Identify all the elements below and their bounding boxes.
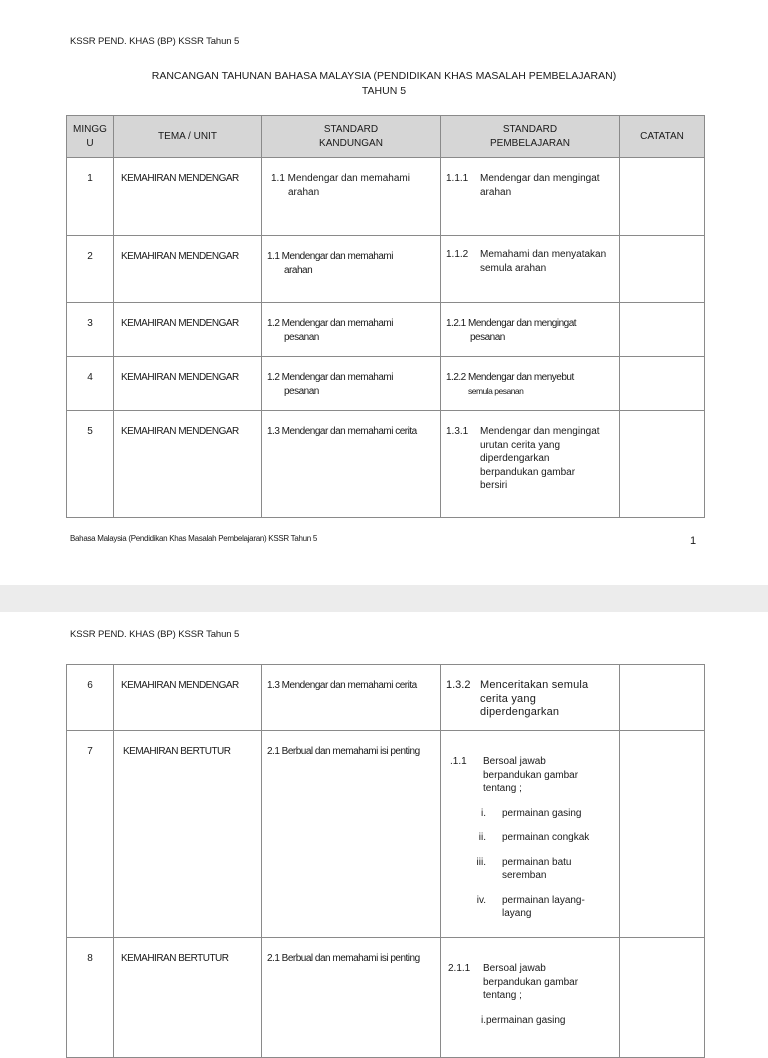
catatan-cell — [620, 665, 705, 731]
column-header-catatan: CATATAN — [620, 116, 705, 158]
list-item: iv. permainan layang- layang — [476, 894, 585, 919]
plan-table-page-2 — [66, 664, 705, 1058]
table-row — [67, 303, 705, 357]
table-header-row — [67, 116, 705, 158]
catatan-cell — [620, 236, 705, 303]
column-header-minggu: MINGG U — [67, 116, 114, 158]
week-number: 5 — [67, 411, 114, 518]
week-number: 2 — [67, 236, 114, 303]
standard-pembelajaran-cell: 1.3.2 Menceritakan semula cerita yang diperdengarkan — [441, 665, 620, 731]
table-row — [67, 665, 705, 731]
week-number: 8 — [67, 938, 114, 1058]
column-header-tema: TEMA / UNIT — [114, 116, 262, 158]
catatan-cell — [620, 731, 705, 938]
theme-cell: KEMAHIRAN BERTUTUR — [114, 731, 262, 938]
column-header-standard-kandungan: STANDARD KANDUNGAN — [262, 116, 441, 158]
document-subtitle: TAHUN 5 — [361, 85, 407, 97]
standard-kandungan-cell: 1.1 Mendengar dan memahami arahan — [262, 158, 441, 236]
table-row — [67, 236, 705, 303]
catatan-cell — [620, 938, 705, 1058]
standard-pembelajaran-cell: 1.3.1 Mendengar dan mengingat urutan cerita yang diperdengarkan berpandukan gambar bersiri — [441, 411, 620, 518]
standard-kandungan-cell: 1.2 Mendengar dan memahami pesanan — [262, 303, 441, 357]
catatan-cell — [620, 411, 705, 518]
table-row — [67, 411, 705, 518]
week-number: 1 — [67, 158, 114, 236]
page-number: 1 — [690, 535, 697, 547]
catatan-cell — [620, 357, 705, 411]
table-row — [67, 731, 705, 938]
theme-cell: KEMAHIRAN MENDENGAR — [114, 158, 262, 236]
list-item: i.permainan gasing — [481, 1014, 566, 1026]
standard-pembelajaran-cell: .1.1 Bersoal jawab berpandukan gambar tentang ; i. permainan gasing ii. permainan congkak iii. permainan batu seremban iv. permainan layang- layang — [441, 731, 620, 938]
standard-kandungan-cell: 1.3 Mendengar dan memahami cerita — [262, 665, 441, 731]
theme-cell: KEMAHIRAN BERTUTUR — [114, 938, 262, 1058]
list-item: ii. permainan congkak — [478, 832, 590, 843]
standard-kandungan-cell: 2.1 Berbual dan memahami isi penting — [262, 731, 441, 938]
page-separator — [0, 585, 768, 612]
table-row — [67, 938, 705, 1058]
table-row — [67, 158, 705, 236]
standard-pembelajaran-cell: 1.1.2 Memahami dan menyatakan semula arahan — [441, 236, 620, 303]
catatan-cell — [620, 158, 705, 236]
standard-pembelajaran-cell: 2.1.1 Bersoal jawab berpandukan gambar tentang ; i.permainan gasing — [441, 938, 620, 1058]
list-item: iii. permainan batu seremban — [476, 856, 572, 881]
week-number: 4 — [67, 357, 114, 411]
theme-cell: KEMAHIRAN MENDENGAR — [114, 411, 262, 518]
week-number: 7 — [67, 731, 114, 938]
standard-pembelajaran-cell: 1.2.2 Mendengar dan menyebut semula pesanan — [441, 357, 620, 411]
standard-kandungan-cell: 1.2 Mendengar dan memahami pesanan — [262, 357, 441, 411]
week-number: 3 — [67, 303, 114, 357]
document-title: RANCANGAN TAHUNAN BAHASA MALAYSIA (PENDIDIKAN KHAS MASALAH PEMBELAJARAN) — [151, 70, 617, 82]
standard-kandungan-cell: 1.3 Mendengar dan memahami cerita — [262, 411, 441, 518]
theme-cell: KEMAHIRAN MENDENGAR — [114, 357, 262, 411]
theme-cell: KEMAHIRAN MENDENGAR — [114, 665, 262, 731]
week-number: 6 — [67, 665, 114, 731]
page-footer: Bahasa Malaysia (Pendidikan Khas Masalah Pembelajaran) KSSR Tahun 5 — [70, 534, 318, 543]
page-header: KSSR PEND. KHAS (BP) KSSR Tahun 5 — [70, 629, 240, 640]
standard-pembelajaran-cell: 1.1.1 Mendengar dan mengingat arahan — [441, 158, 620, 236]
theme-cell: KEMAHIRAN MENDENGAR — [114, 303, 262, 357]
column-header-standard-pembelajaran: STANDARD PEMBELAJARAN — [441, 116, 620, 158]
theme-cell: KEMAHIRAN MENDENGAR — [114, 236, 262, 303]
page-header: KSSR PEND. KHAS (BP) KSSR Tahun 5 — [70, 36, 240, 47]
document-page-2 — [0, 612, 768, 1024]
standard-pembelajaran-cell: 1.2.1 Mendengar dan mengingat pesanan — [441, 303, 620, 357]
standard-kandungan-cell: 2.1 Berbual dan memahami isi penting — [262, 938, 441, 1058]
catatan-cell — [620, 303, 705, 357]
table-row — [67, 357, 705, 411]
list-item: i. permainan gasing — [481, 807, 582, 819]
plan-table-page-1 — [66, 115, 705, 518]
standard-kandungan-cell: 1.1 Mendengar dan memahami arahan — [262, 236, 441, 303]
